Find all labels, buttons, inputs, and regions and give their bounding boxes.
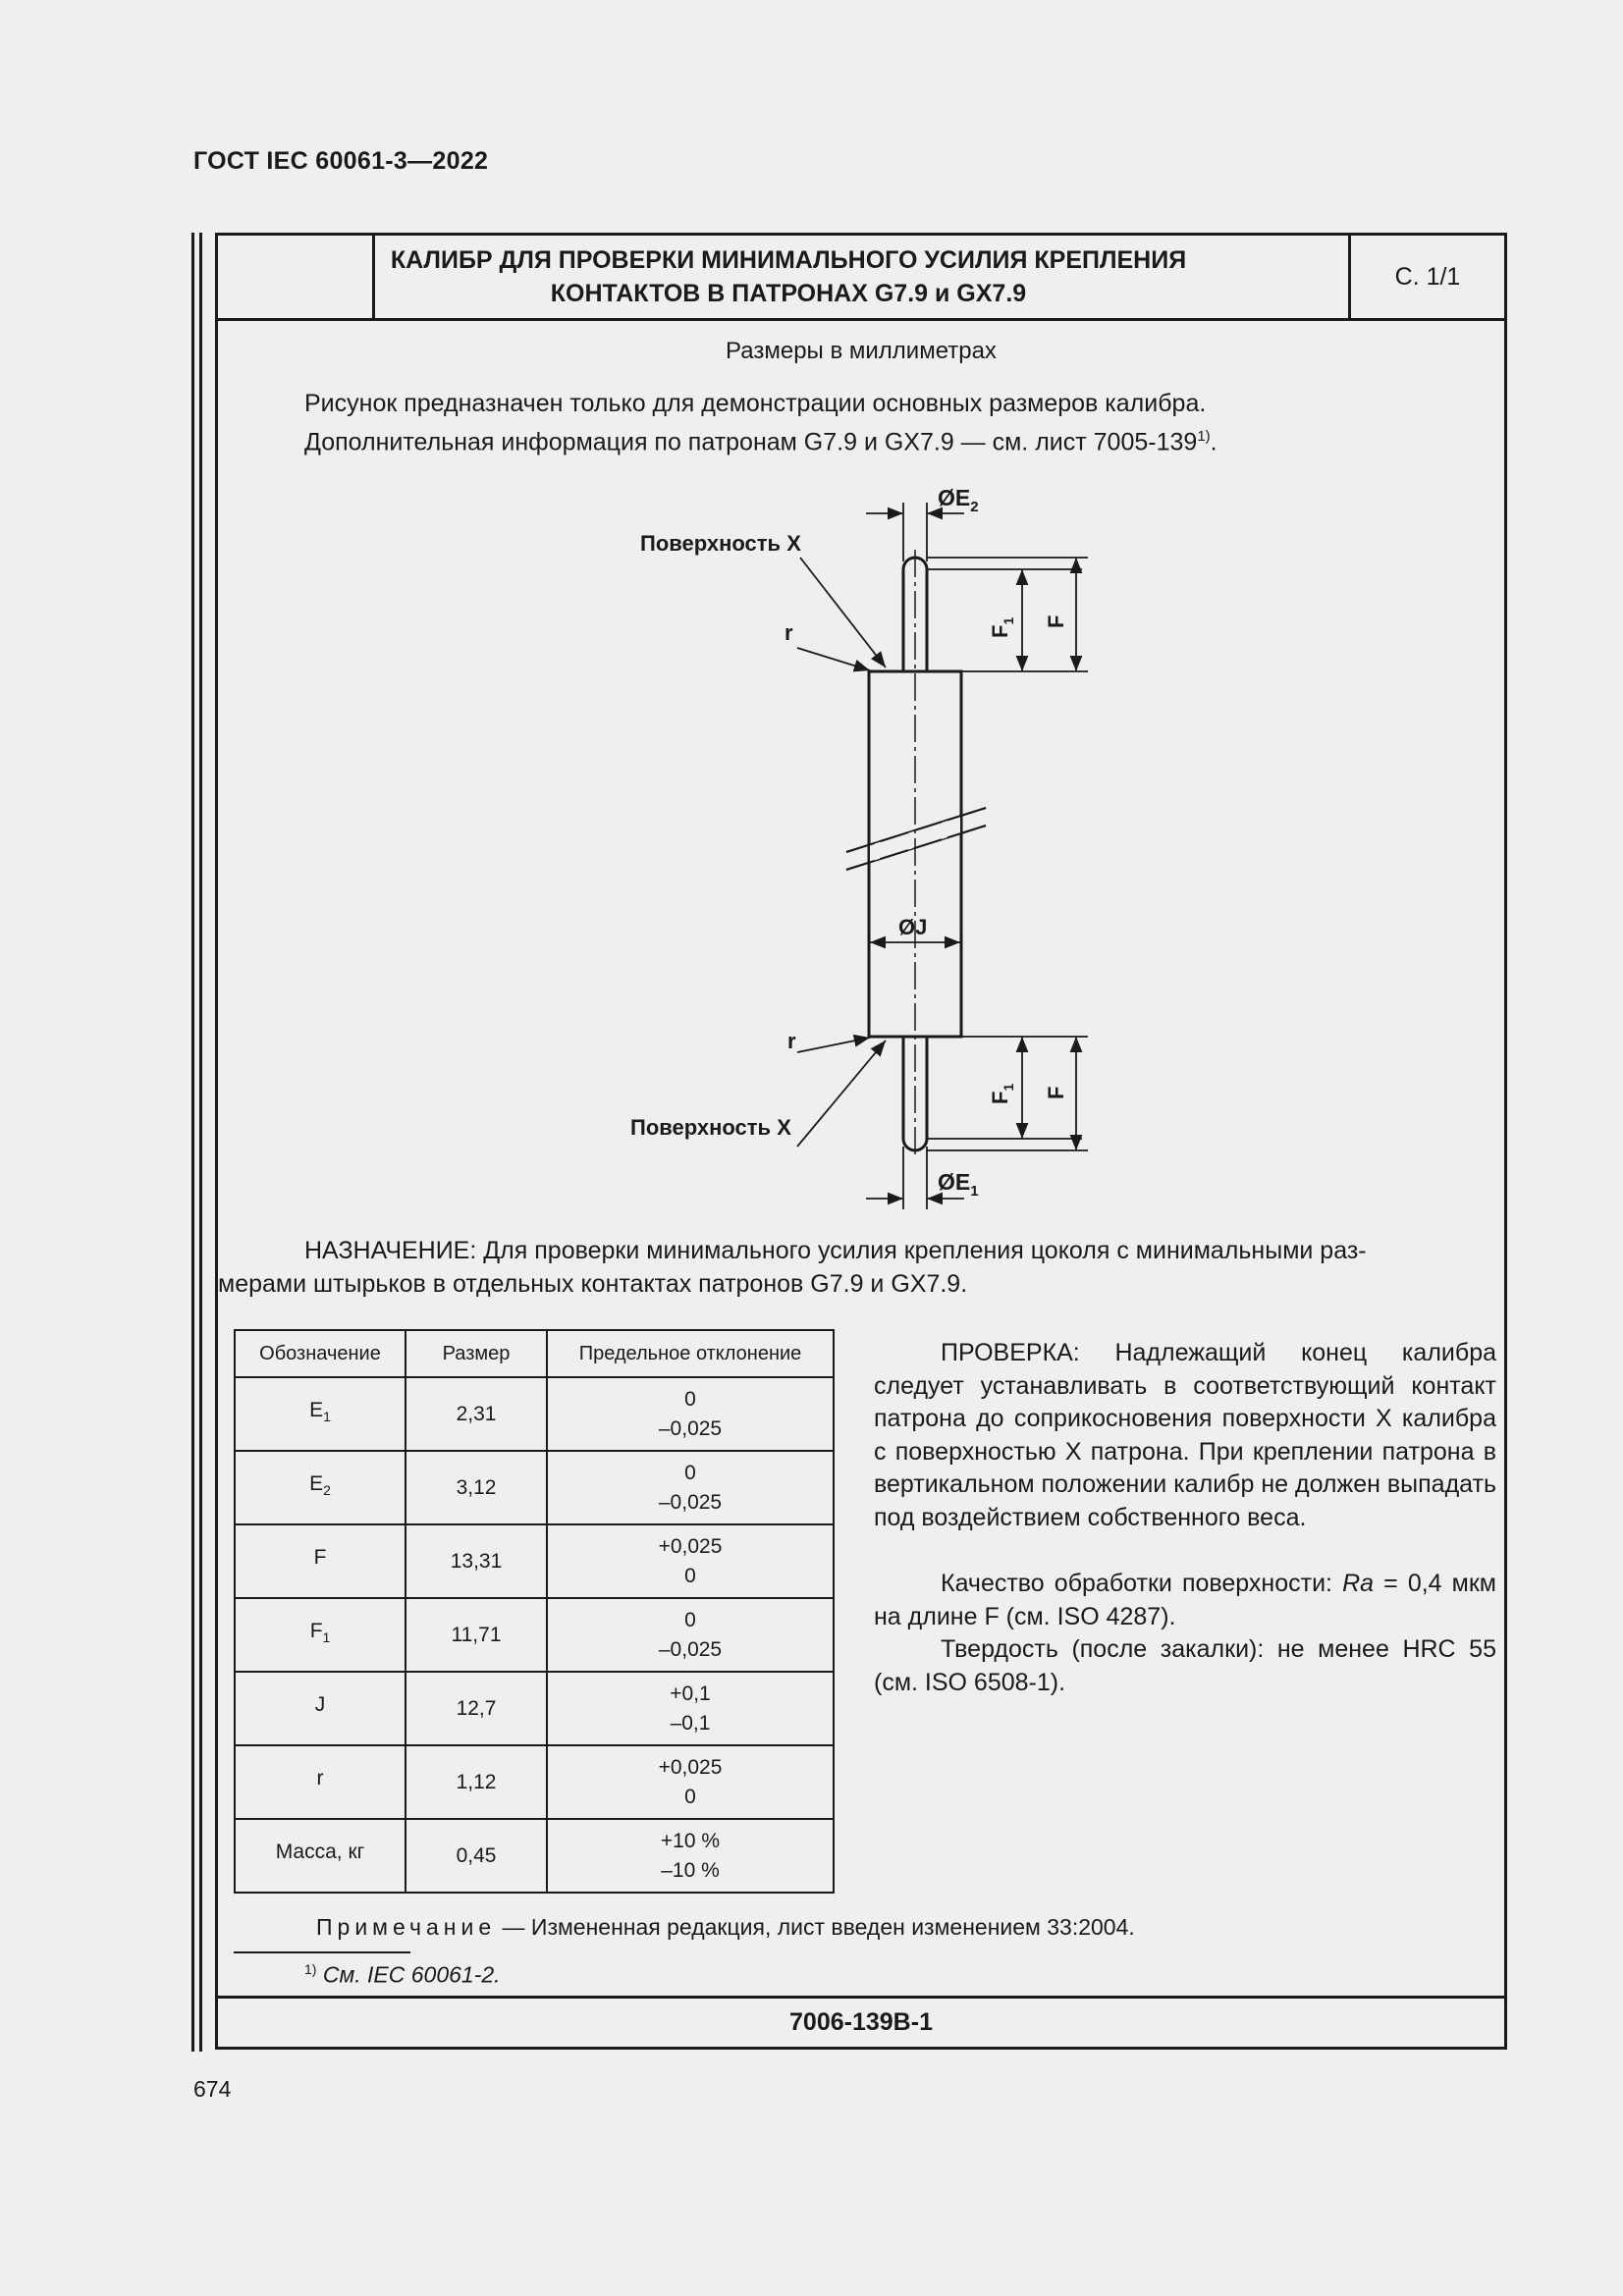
cell-deviation: 0 –0,025 — [547, 1451, 834, 1524]
table-row — [235, 1451, 834, 1524]
label-top-f1: $F_1$ — [988, 616, 1016, 638]
table-header-row — [235, 1330, 834, 1377]
purpose-line2: мерами штырьков в отдельных контактах патронов G7.9 и GX7.9. — [218, 1270, 968, 1298]
sheet-frame — [215, 233, 1507, 2050]
surface-quality-paragraph: Качество обработки поверхности: Ra = 0,4 мкм на длине F (см. ISO 4287). — [874, 1570, 1496, 1630]
label-surface-top: Поверхность X — [640, 531, 801, 556]
label-surface-bottom: Поверхность X — [630, 1115, 791, 1140]
cell-size: 0,45 — [406, 1819, 547, 1893]
note-label: Примечание — [316, 1914, 497, 1940]
cell-deviation: 0 –0,025 — [547, 1377, 834, 1451]
note-text: — Измененная редакция, лист введен изменением 33:2004. — [496, 1914, 1135, 1940]
binding-lines — [191, 233, 203, 2052]
table-row — [235, 1524, 834, 1598]
note — [316, 1914, 1135, 1941]
label-bottom-f1: $F_1$ — [988, 1083, 1016, 1104]
intro-line1: Рисунок предназначен только для демонстрации основных размеров калибра. — [304, 390, 1207, 417]
label-e1: $ØE_1$ — [938, 1169, 979, 1200]
purpose-line1: НАЗНАЧЕНИЕ: Для проверки минимального усилия крепления цоколя с минимальными раз- — [304, 1237, 1367, 1264]
label-top-f: F — [1044, 614, 1068, 628]
leader-surface-bottom — [797, 1041, 886, 1147]
cell-deviation: +0,025 0 — [547, 1524, 834, 1598]
footnote-ref: 1) — [1197, 428, 1211, 445]
cell-designation: $E_2$ — [235, 1451, 406, 1524]
label-r-top: r — [784, 620, 793, 645]
gauge-drawing — [218, 236, 1504, 1217]
table-row — [235, 1819, 834, 1893]
sheet-code: 7006-139B-1 — [218, 1996, 1504, 2047]
cell-designation: J — [235, 1672, 406, 1745]
cell-size: 1,12 — [406, 1745, 547, 1819]
document-header: ГОСТ IEC 60061-3—2022 — [193, 147, 489, 175]
label-r-bottom: r — [787, 1029, 796, 1053]
label-j: ØJ — [898, 915, 928, 939]
cell-deviation: +0,1 –0,1 — [547, 1672, 834, 1745]
sheet-page-indicator: С. 1/1 — [1348, 236, 1504, 318]
purpose-text — [218, 1234, 1483, 1301]
table-row — [235, 1598, 834, 1672]
cell-deviation: +0,025 0 — [547, 1745, 834, 1819]
dimensions-table — [234, 1329, 835, 1894]
table-row — [235, 1377, 834, 1451]
intro-line2: Дополнительная информация по патронам G7.9 и GX7.9 — см. лист 7005-139$^{1)}$. — [304, 428, 1217, 456]
cell-size: 12,7 — [406, 1672, 547, 1745]
check-paragraph: ПРОВЕРКА: Надлежащий конец калибра следует устанавливать в соответствующий контакт патрона до соприкосновения поверхности X калибра с поверхностью X патрона. При креплении патрона в вертикальном положении калибр не должен выпадать под воздействием собственного веса. — [874, 1339, 1496, 1531]
sheet-title-line2: КОНТАКТОВ В ПАТРОНАХ G7.9 и GX7.9 — [550, 280, 1027, 307]
cell-size: 3,12 — [406, 1451, 547, 1524]
cell-designation: $F_1$ — [235, 1598, 406, 1672]
leader-r-top — [797, 648, 870, 670]
table-row — [235, 1745, 834, 1819]
cell-designation: r — [235, 1745, 406, 1819]
hardness-paragraph: Твердость (после закалки): не менее HRC 55 (см. ISO 6508-1). — [874, 1635, 1496, 1696]
table-row — [235, 1672, 834, 1745]
sheet-title-line1: КАЛИБР ДЛЯ ПРОВЕРКИ МИНИМАЛЬНОГО УСИЛИЯ КРЕПЛЕНИЯ — [390, 246, 1187, 274]
footnote: $^{1)}$ См. IEC 60061-2. — [304, 1961, 501, 1988]
label-bottom-f: F — [1044, 1086, 1068, 1099]
cell-size: 11,71 — [406, 1598, 547, 1672]
cell-designation: F — [235, 1524, 406, 1598]
cell-deviation: 0 –0,025 — [547, 1598, 834, 1672]
cell-designation: Масса, кг — [235, 1819, 406, 1893]
footnote-separator — [234, 1951, 410, 1953]
cell-size: 2,31 — [406, 1377, 547, 1451]
header-deviation: Предельное отклонение — [547, 1330, 834, 1377]
check-text — [874, 1337, 1496, 1699]
cell-size: 13,31 — [406, 1524, 547, 1598]
header-designation: Обозначение — [235, 1330, 406, 1377]
cell-designation: $E_1$ — [235, 1377, 406, 1451]
header-size: Размер — [406, 1330, 547, 1377]
label-e2: $ØE_2$ — [938, 485, 979, 515]
leader-r-bottom — [797, 1038, 870, 1052]
leader-surface-top — [800, 558, 886, 667]
cell-deviation: +10 % –10 % — [547, 1819, 834, 1893]
page-number: 674 — [193, 2076, 232, 2102]
units-note: Размеры в миллиметрах — [726, 338, 997, 364]
